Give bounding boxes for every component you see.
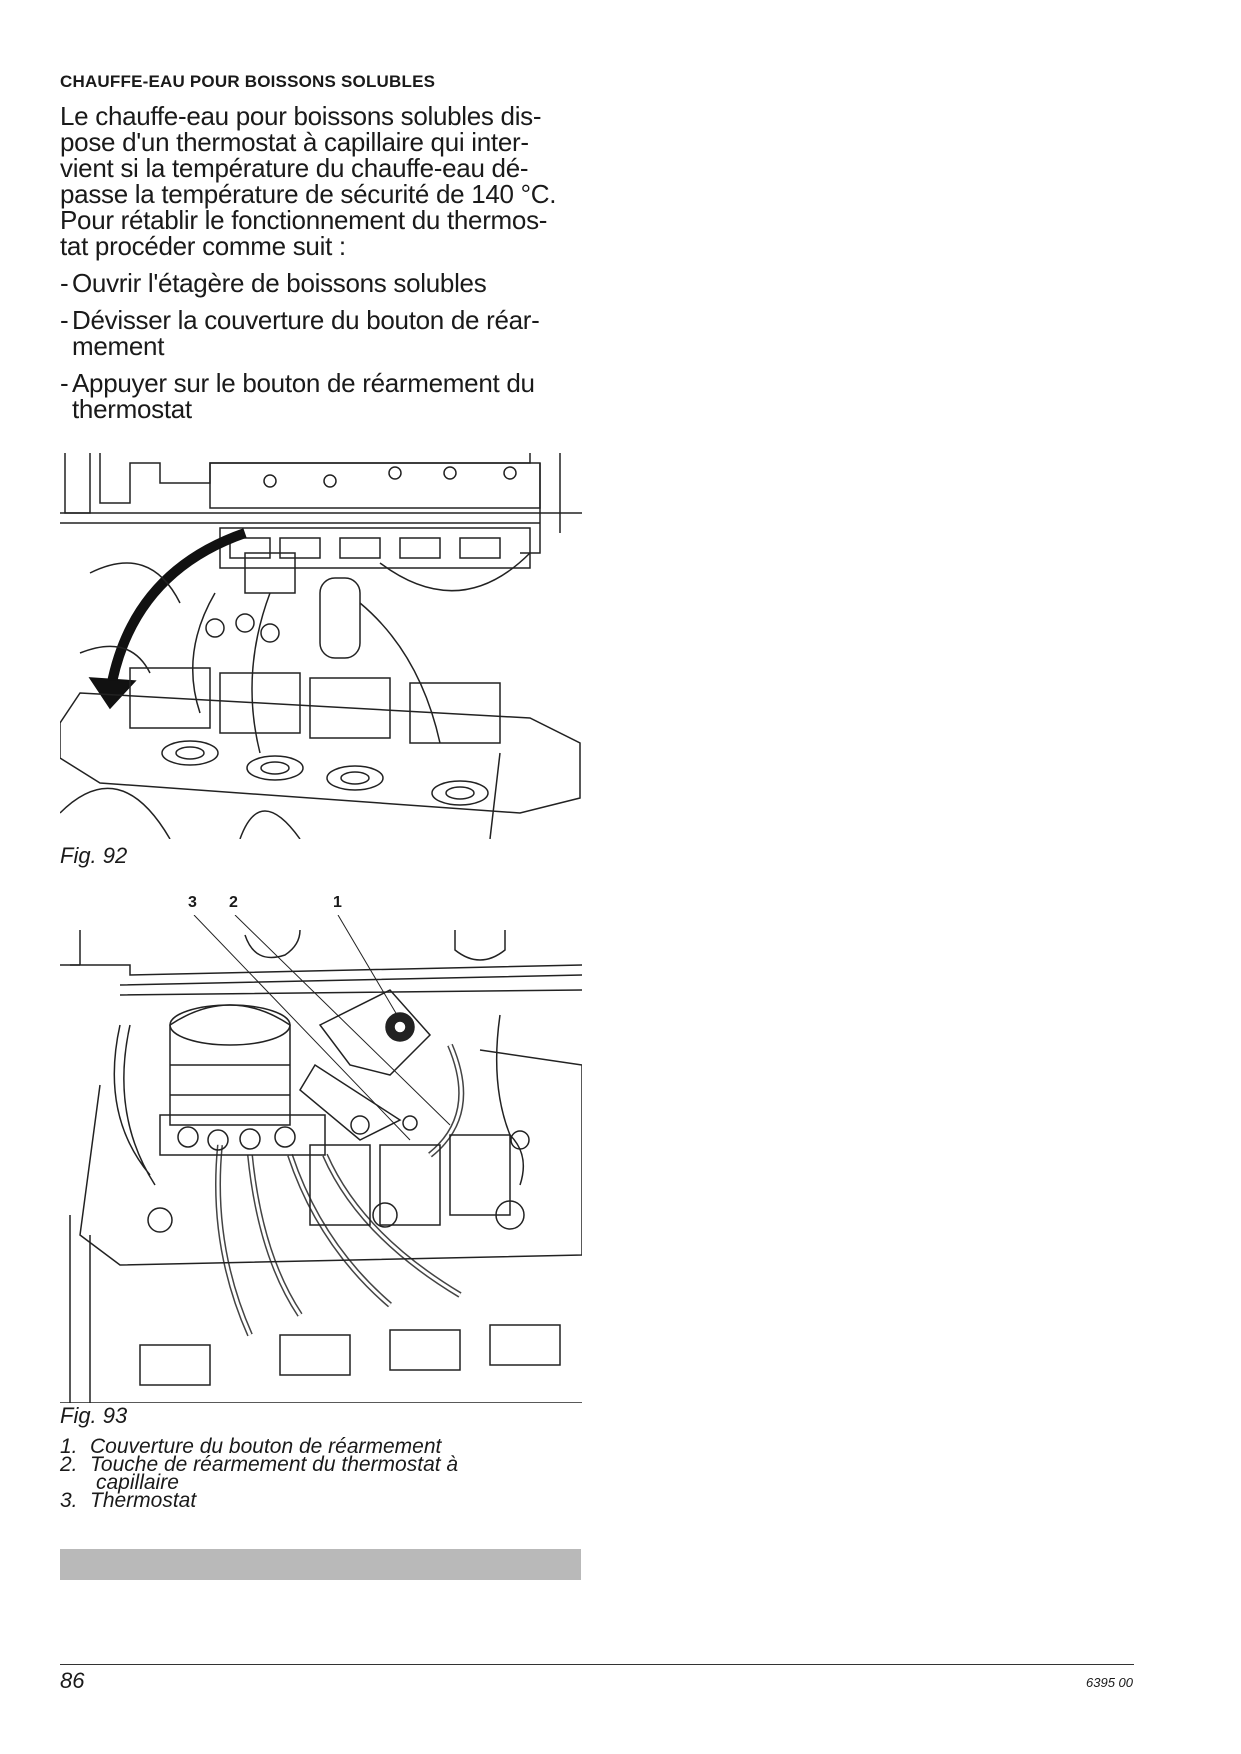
legend-text: Thermostat: [90, 1489, 197, 1512]
step-dash: -: [60, 268, 69, 298]
intro-paragraph-1: [60, 103, 580, 207]
intro-line: passe la température de sécurité de 140 °C.: [60, 179, 557, 209]
legend-item-3: [60, 1489, 197, 1512]
step-line: Ouvrir l'étagère de boissons solubles: [72, 268, 487, 298]
step-dash: -: [60, 368, 69, 398]
legend-number: 3.: [60, 1489, 78, 1512]
legend-number: 1.: [60, 1435, 78, 1458]
callout-1: 1: [333, 894, 342, 911]
intro-line: Le chauffe-eau pour boissons solubles dis-: [60, 101, 542, 131]
legend-item-2-continuation: capillaire: [96, 1471, 179, 1494]
legend-text: Couverture du bouton de réarmement: [90, 1435, 442, 1458]
intro-line: tat procéder comme suit :: [60, 231, 346, 261]
intro-line: vient si la température du chauffe-eau dé-: [60, 153, 529, 183]
intro-paragraph-2: [60, 207, 580, 259]
intro-line: pose d'un thermostat à capillaire qui inter-: [60, 127, 529, 157]
legend-number: 2.: [60, 1453, 78, 1476]
step-dash: -: [60, 305, 69, 335]
section-divider-bar: [60, 1549, 581, 1580]
intro-line: Pour rétablir le fonctionnement du thermos-: [60, 205, 548, 235]
callout-2: 2: [229, 894, 238, 911]
legend-text: Touche de réarmement du thermostat à: [90, 1453, 459, 1476]
document-code: 6395 00: [1086, 1675, 1133, 1690]
figure-92-caption: Fig. 92: [60, 843, 128, 868]
figure-92-illustration: [60, 453, 582, 839]
figure-93-illustration: [60, 915, 582, 1403]
callout-3: 3: [188, 894, 197, 911]
step-line: Appuyer sur le bouton de réarmement du: [72, 368, 535, 398]
page-number: 86: [60, 1668, 85, 1693]
figure-93-caption: Fig. 93: [60, 1403, 128, 1428]
section-title: CHAUFFE-EAU POUR BOISSONS SOLUBLES: [60, 72, 436, 91]
step-line: thermostat: [72, 394, 192, 424]
footer-rule: [60, 1664, 1134, 1665]
step-line: Dévisser la couverture du bouton de réar-: [72, 305, 540, 335]
step-line: mement: [72, 331, 165, 361]
